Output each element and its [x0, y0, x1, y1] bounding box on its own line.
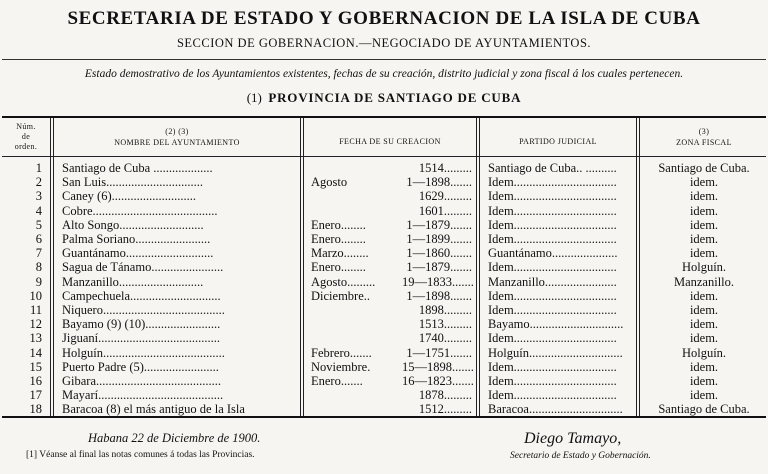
- row-partido: Baracoa..............................: [488, 402, 623, 417]
- row-year: 15—1898.......: [402, 359, 474, 374]
- row-zona: idem.: [689, 317, 719, 332]
- row-year: 1601.........: [418, 203, 472, 218]
- table-row: [0, 189, 768, 204]
- row-year: 19—1833.......: [402, 274, 474, 289]
- row-zona: idem.: [689, 175, 719, 190]
- province-name: PROVINCIA DE SANTIAGO DE CUBA: [268, 90, 522, 105]
- row-number: 8: [35, 260, 42, 275]
- header-name-notes: (2) (3): [165, 127, 189, 136]
- row-name: Alto Songo...........................: [62, 217, 204, 232]
- table-row: [0, 360, 768, 375]
- row-name: Niquero.......................................: [62, 303, 225, 317]
- row-zona: idem.: [689, 331, 719, 346]
- row-partido: Idem.................................: [488, 260, 617, 275]
- row-number: 3: [35, 189, 42, 204]
- row-partido: Idem.................................: [488, 388, 617, 403]
- row-fecha: Diciembre..: [311, 288, 371, 303]
- province-heading: [0, 90, 768, 106]
- intro-text: Estado demostrativo de los Ayuntamientos existentes, fechas de su creación, distrito judicial y zona fiscal á los cuales pertenecen.: [84, 68, 684, 80]
- row-year: 1—1898.......: [406, 175, 472, 190]
- row-name: Palma Soriano........................: [62, 232, 211, 246]
- table-row: [0, 218, 768, 233]
- row-name: Manzanillo...........................: [62, 274, 204, 289]
- row-number: 17: [29, 388, 42, 403]
- row-name: Caney (6)...........................: [62, 189, 197, 204]
- row-name: Puerto Padre (5)........................: [62, 359, 219, 374]
- row-zona: Holguín.: [681, 260, 727, 275]
- row-zona: idem.: [689, 359, 719, 374]
- row-year: 1—1879.......: [406, 217, 472, 232]
- row-year: 1—1860.......: [406, 246, 472, 261]
- row-year: 1878.........: [418, 388, 472, 403]
- row-partido: Idem.................................: [488, 203, 617, 218]
- row-year: 1513.........: [418, 317, 472, 332]
- footer-note: [1] Véanse al final las notas comunes á todas las Provincias.: [26, 450, 255, 460]
- row-year: 1—1879.......: [406, 260, 472, 275]
- row-zona: Holguín.: [681, 345, 727, 360]
- province-ref: (1): [246, 90, 262, 105]
- row-fecha: Enero........: [311, 260, 366, 275]
- row-partido: Idem.................................: [488, 189, 617, 204]
- table-row: [0, 289, 768, 304]
- header-name: [56, 126, 298, 148]
- document-title: SECRETARIA DE ESTADO Y GOBERNACION DE LA ISLA DE CUBA: [67, 8, 701, 29]
- row-partido: Idem.................................: [488, 374, 617, 388]
- row-number: 2: [35, 175, 42, 190]
- row-year: 1—1899.......: [406, 232, 472, 246]
- row-number: 1: [35, 161, 42, 175]
- row-year: 1740.........: [418, 331, 472, 346]
- row-number: 9: [35, 274, 42, 289]
- row-partido: Idem.................................: [488, 359, 617, 374]
- row-fecha: Noviembre.: [311, 359, 371, 374]
- header-num-line2: de: [21, 132, 31, 141]
- row-zona: idem.: [689, 217, 719, 232]
- row-name: Sagua de Tánamo.......................: [62, 260, 224, 275]
- row-name: Gibara........................................: [62, 374, 222, 388]
- header-fecha: FECHA DE SU CREACION: [339, 137, 441, 146]
- row-name: Bayamo (9) (10)........................: [62, 317, 221, 332]
- row-partido: Idem.................................: [488, 217, 617, 232]
- row-zona: Manzanillo.: [673, 274, 735, 289]
- signature-title: Secretario de Estado y Gobernación.: [510, 451, 651, 461]
- row-number: 11: [29, 303, 42, 317]
- header-partido: PARTIDO JUDICIAL: [519, 137, 597, 146]
- row-fecha: Enero........: [311, 232, 366, 246]
- row-name: Baracoa (8) el más antiguo de la Isla: [62, 402, 245, 417]
- row-year: 1—1898.......: [406, 288, 472, 303]
- table-top-rule: [2, 116, 766, 118]
- row-year: 1514.........: [418, 161, 472, 175]
- row-name: Guantánamo............................: [62, 246, 214, 261]
- header-zona-note: (3): [698, 127, 710, 136]
- row-partido: Bayamo..............................: [488, 317, 624, 332]
- table-row: [0, 374, 768, 389]
- row-name: Mayarí........................................: [62, 388, 224, 403]
- row-name: Campechuela.............................: [62, 288, 221, 303]
- title-rule: [2, 59, 766, 60]
- row-zona: Santiago de Cuba.: [658, 402, 750, 417]
- row-name: Jiguaní.......................................: [62, 331, 220, 346]
- row-year: 1629.........: [418, 189, 472, 204]
- header-zona-label: ZONA FISCAL: [676, 138, 732, 147]
- table-row: [0, 317, 768, 332]
- row-number: 4: [35, 203, 42, 218]
- table-row: [0, 161, 768, 176]
- row-zona: Santiago de Cuba.: [658, 161, 750, 175]
- row-partido: Idem.................................: [488, 303, 617, 317]
- header-name-label: NOMBRE DEL AYUNTAMIENTO: [114, 138, 240, 147]
- table-row: [0, 275, 768, 290]
- row-fecha: Agosto.........: [311, 274, 376, 289]
- row-fecha: Marzo........: [311, 246, 369, 261]
- table-row: [0, 346, 768, 361]
- row-number: 10: [29, 288, 42, 303]
- row-name: San Luis...............................: [62, 175, 203, 190]
- row-number: 5: [35, 217, 42, 232]
- row-partido: Idem.................................: [488, 331, 617, 346]
- row-number: 6: [35, 232, 42, 246]
- table-header-rule: [2, 156, 766, 157]
- table-row: [0, 204, 768, 219]
- table-row: [0, 402, 768, 417]
- row-number: 18: [29, 402, 42, 417]
- row-year: 1898.........: [418, 303, 472, 317]
- table-row: [0, 303, 768, 318]
- row-partido: Manzanillo.......................: [488, 274, 617, 289]
- row-partido: Guantánamo.....................: [488, 246, 618, 261]
- row-partido: Holguín..............................: [488, 345, 623, 360]
- header-zona: [642, 126, 766, 148]
- row-fecha: Febrero.......: [311, 345, 372, 360]
- row-number: 13: [29, 331, 42, 346]
- document-subtitle: SECCION DE GOBERNACION.—NEGOCIADO DE AYUNTAMIENTOS.: [176, 36, 592, 50]
- table-row: [0, 246, 768, 261]
- row-zona: idem.: [689, 288, 719, 303]
- row-year: 16—1823.......: [402, 374, 474, 388]
- row-name: Holguín.......................................: [62, 345, 225, 360]
- table-row: [0, 260, 768, 275]
- header-num: [4, 122, 48, 152]
- row-zona: idem.: [689, 374, 719, 388]
- row-zona: idem.: [689, 203, 719, 218]
- row-partido: Idem.................................: [488, 288, 617, 303]
- row-partido: Santiago de Cuba.. ..........: [488, 161, 617, 175]
- row-zona: idem.: [689, 189, 719, 204]
- table-row: [0, 232, 768, 247]
- row-fecha: Enero........: [311, 217, 366, 232]
- row-fecha: Enero.......: [311, 374, 363, 388]
- row-partido: Idem.................................: [488, 232, 617, 246]
- row-number: 16: [29, 374, 42, 388]
- row-zona: idem.: [689, 232, 719, 246]
- row-number: 7: [35, 246, 42, 261]
- signature: Diego Tamayo,: [524, 430, 622, 447]
- row-partido: Idem.................................: [488, 175, 617, 190]
- row-name: Cobre........................................: [62, 203, 218, 218]
- table-row: [0, 388, 768, 403]
- row-number: 14: [29, 345, 42, 360]
- row-zona: idem.: [689, 388, 719, 403]
- table-row: [0, 175, 768, 190]
- header-num-line1: Núm.: [16, 122, 36, 131]
- row-zona: idem.: [689, 303, 719, 317]
- row-fecha: Agosto: [311, 175, 348, 190]
- row-number: 12: [29, 317, 42, 332]
- row-zona: idem.: [689, 246, 719, 261]
- row-name: Santiago de Cuba ...................: [62, 161, 213, 175]
- row-year: 1512.........: [418, 402, 472, 417]
- row-year: 1—1751.......: [406, 345, 472, 360]
- table-row: [0, 331, 768, 346]
- footer-date: Habana 22 de Diciembre de 1900.: [88, 431, 261, 445]
- header-num-line3: orden.: [14, 142, 38, 151]
- row-number: 15: [29, 359, 42, 374]
